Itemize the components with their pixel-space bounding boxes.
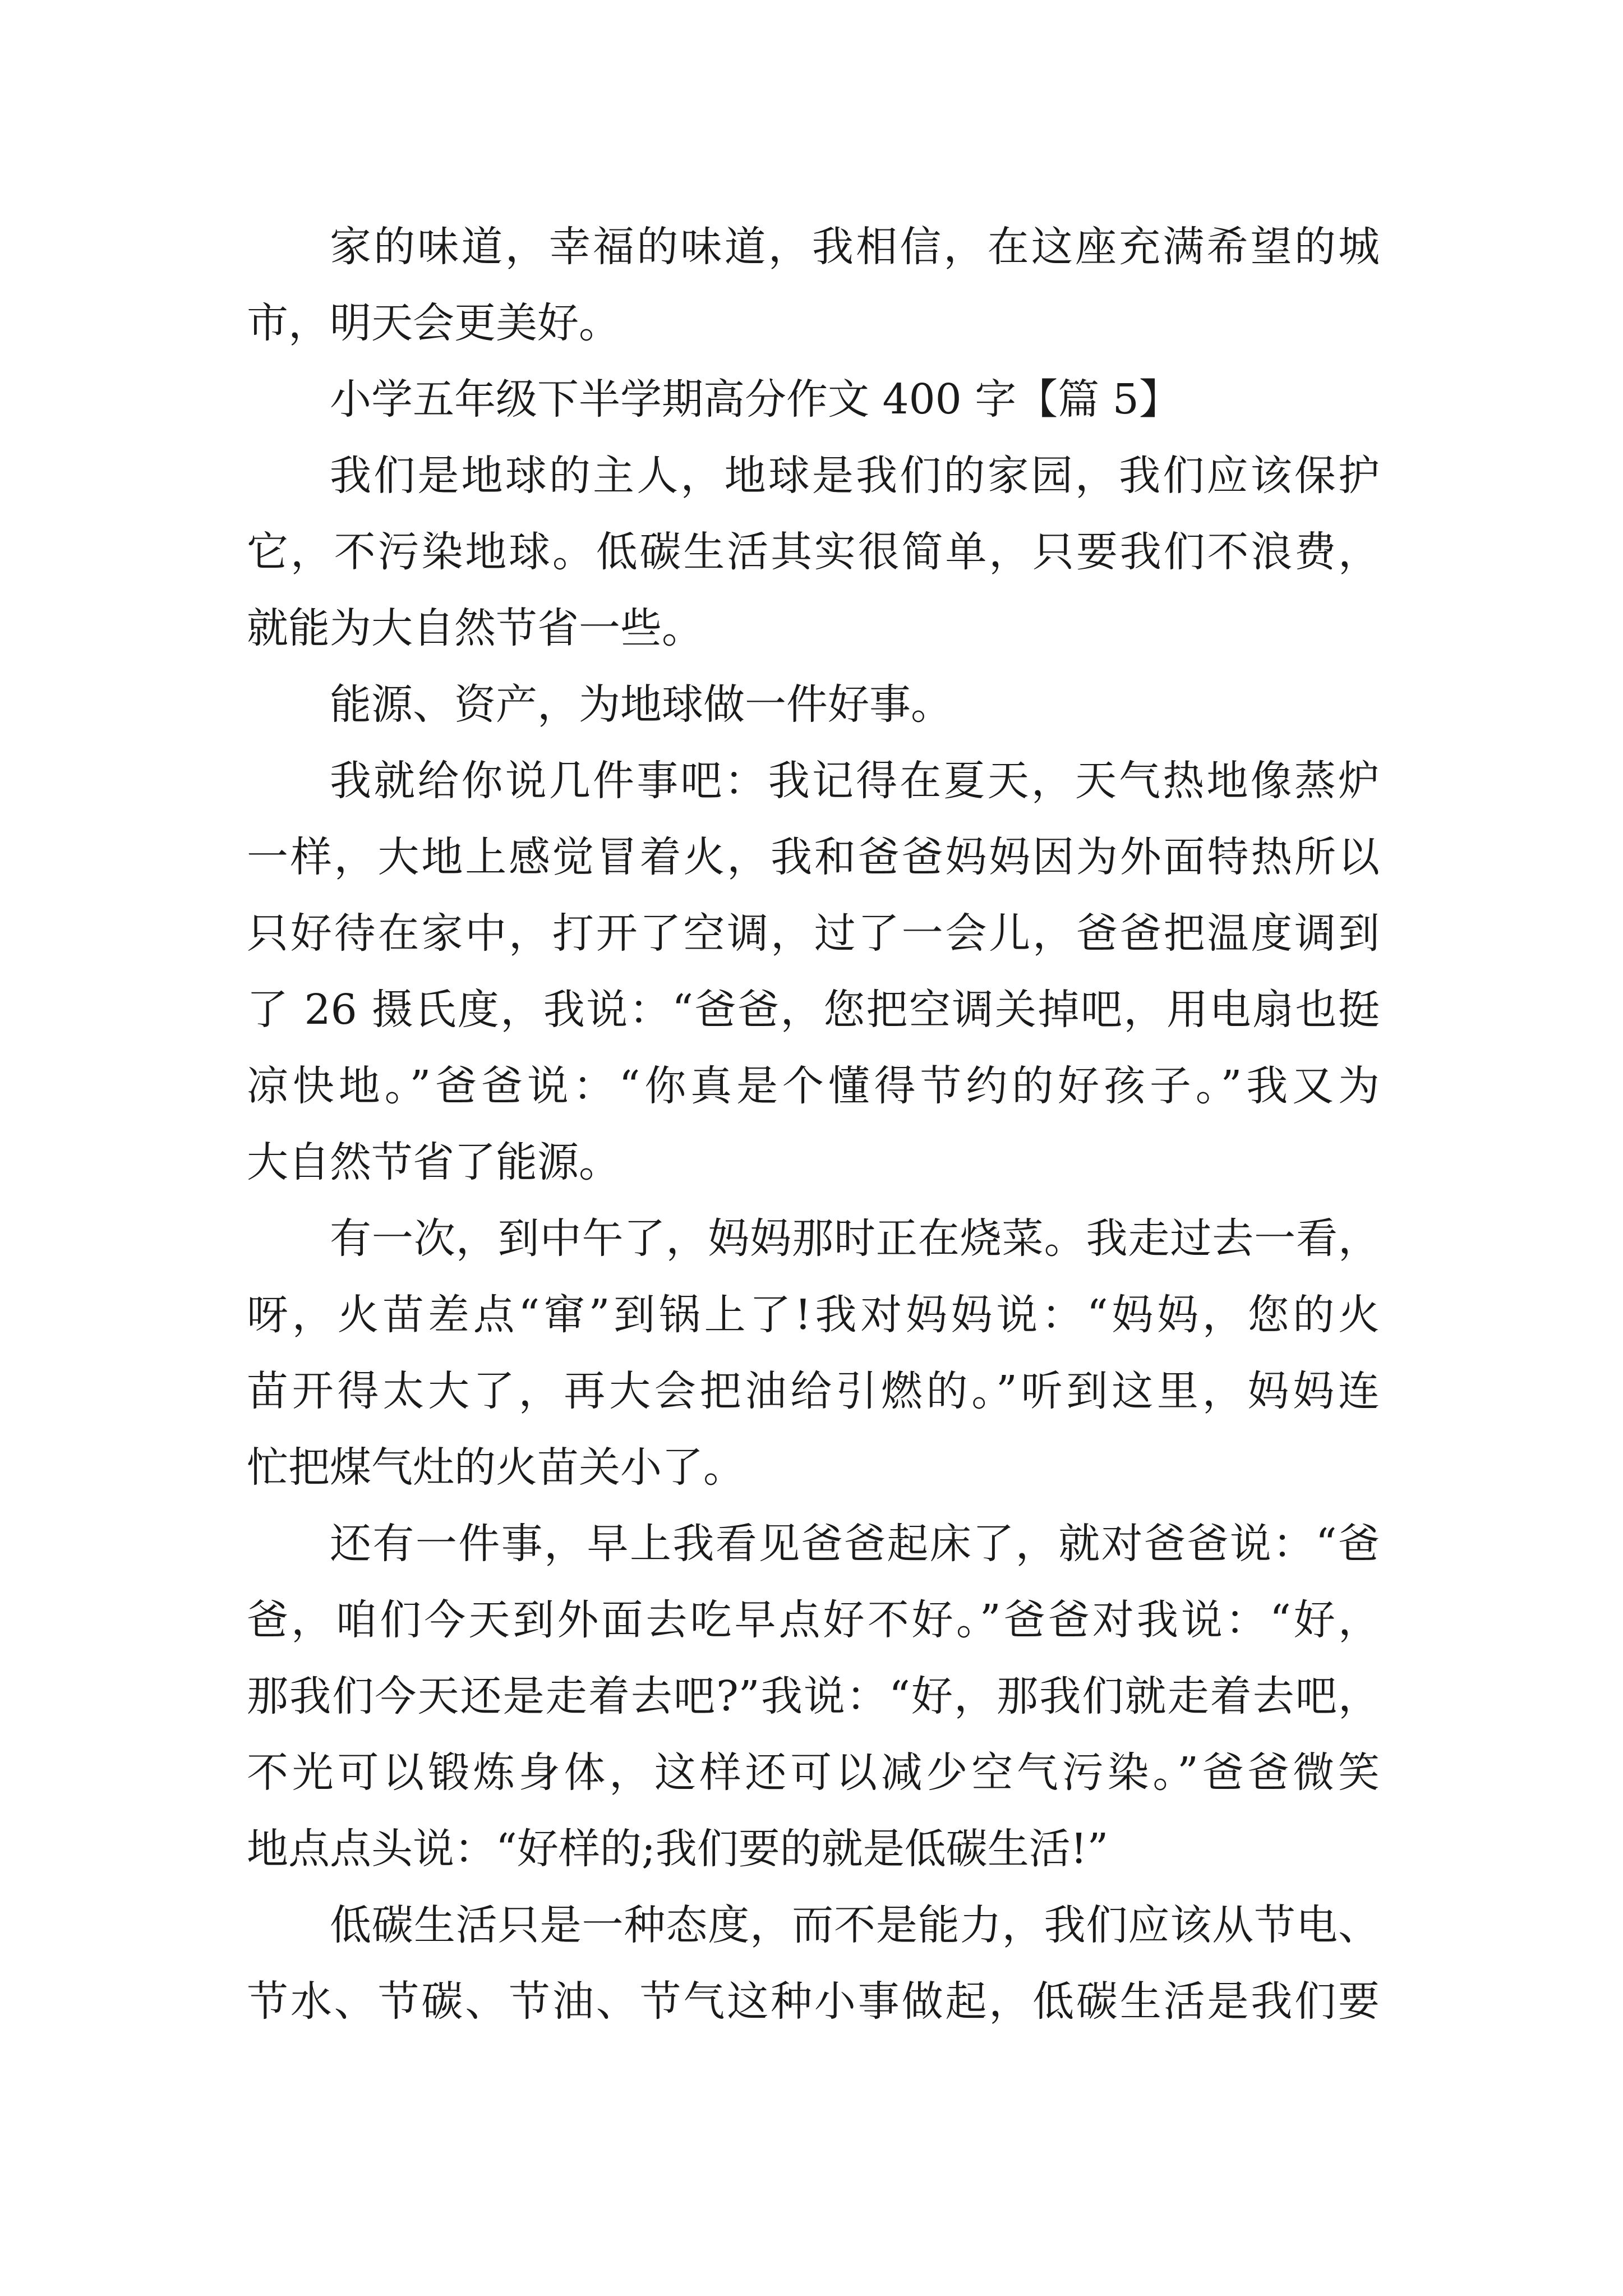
- text-line: 不光可以锻炼身体，这样还可以减少空气污染。”爸爸微笑: [247, 1749, 1380, 1797]
- text-line: 了 26 摄氏度，我说：“爸爸，您把空调关掉吧，用电扇也挺: [247, 986, 1380, 1034]
- text-line: 那我们今天还是走着去吧?”我说：“好，那我们就走着去吧，: [247, 1672, 1380, 1720]
- section-heading: 小学五年级下半学期高分作文 400 字【篇 5】: [330, 375, 1181, 424]
- text-line: 我们是地球的主人，地球是我们的家园，我们应该保护: [330, 452, 1380, 500]
- text-line: 还有一件事，早上我看见爸爸起床了，就对爸爸说：“爸: [330, 1520, 1380, 1568]
- text-line: 忙把煤气灶的火苗关小了。: [247, 1443, 745, 1492]
- text-line: 凉快地。”爸爸说：“你真是个懂得节约的好孩子。”我又为: [247, 1062, 1380, 1110]
- text-line: 有一次，到中午了，妈妈那时正在烧菜。我走过去一看，: [330, 1214, 1380, 1263]
- text-line: 市，明天会更美好。: [247, 299, 620, 347]
- text-line: 地点点头说：“好样的;我们要的就是低碳生活!”: [247, 1825, 1109, 1873]
- text-line: 低碳生活只是一种态度，而不是能力，我们应该从节电、: [330, 1901, 1380, 1949]
- document-body: [247, 209, 1380, 2040]
- text-line: 大自然节省了能源。: [247, 1138, 620, 1186]
- text-line: 爸，咱们今天到外面去吃早点好不好。”爸爸对我说：“好，: [247, 1596, 1380, 1644]
- text-line: 我就给你说几件事吧：我记得在夏天，天气热地像蒸炉: [330, 757, 1380, 805]
- text-line: 只好待在家中，打开了空调，过了一会儿，爸爸把温度调到: [247, 909, 1380, 958]
- text-line: 苗开得太大了，再大会把油给引燃的。”听到这里，妈妈连: [247, 1367, 1380, 1415]
- text-line: 它，不污染地球。低碳生活其实很简单，只要我们不浪费，: [247, 528, 1380, 576]
- text-line: 一样，大地上感觉冒着火，我和爸爸妈妈因为外面特热所以: [247, 833, 1380, 881]
- text-line: 节水、节碳、节油、节气这种小事做起，低碳生活是我们要: [247, 1977, 1380, 2026]
- text-line: 家的味道，幸福的味道，我相信，在这座充满希望的城: [330, 223, 1380, 271]
- text-line: 能源、资产，为地球做一件好事。: [330, 680, 952, 729]
- text-line: 呀，火苗差点“窜”到锅上了!我对妈妈说：“妈妈，您的火: [247, 1291, 1380, 1339]
- text-line: 就能为大自然节省一些。: [247, 604, 703, 652]
